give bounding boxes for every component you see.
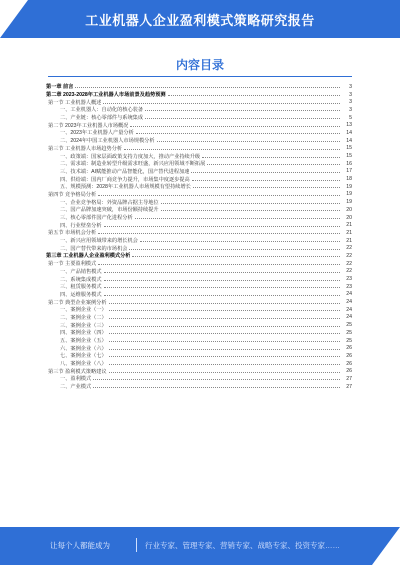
toc-entry[interactable] [46, 283, 352, 291]
toc-entry-text: 六、案例企业（六） [60, 345, 107, 352]
toc-entry-page: 26 [346, 368, 352, 375]
toc-entry-text: 四、供给端：国内厂商竞争力提升，市场集中度逐步提高 [60, 176, 190, 183]
toc-leader-dots [104, 272, 340, 273]
toc-entry[interactable] [46, 129, 352, 137]
toc-entry-text: 七、案例企业（七） [60, 353, 107, 360]
toc-leader-dots [109, 364, 340, 365]
toc-entry-page: 5 [349, 114, 352, 121]
toc-leader-dots [104, 295, 340, 296]
toc-entry-text: 二、系统集成模式 [60, 276, 102, 283]
toc-leader-dots [145, 110, 340, 111]
toc-entry-page: 23 [346, 276, 352, 283]
toc-entry-text: 三、案例企业（三） [60, 322, 107, 329]
toc-leader-dots [145, 118, 340, 119]
toc-entry-page: 3 [349, 99, 352, 106]
toc-entry[interactable] [46, 152, 352, 160]
toc-entry-text: 第二节 2023年工业机器人市场概况 [48, 122, 129, 129]
toc-entry-page: 21 [346, 229, 352, 236]
toc-entry-page: 21 [346, 222, 352, 229]
toc-entry[interactable] [46, 191, 352, 199]
toc-entry-page: 14 [346, 137, 352, 144]
toc-entry[interactable] [46, 198, 352, 206]
toc-leader-dots [129, 249, 340, 250]
toc-leader-dots [109, 318, 340, 319]
toc-leader-dots [93, 387, 340, 388]
toc-entry-text: 一、产品销售模式 [60, 268, 102, 275]
footer-corner-decoration [372, 527, 400, 565]
toc-entry-page: 22 [346, 260, 352, 267]
toc-entry-page: 25 [346, 329, 352, 336]
toc-entry[interactable] [46, 237, 352, 245]
toc-entry-page: 22 [346, 268, 352, 275]
toc-entry[interactable] [46, 168, 352, 176]
toc-leader-dots [207, 164, 340, 165]
toc-entry-page: 22 [346, 245, 352, 252]
toc-entry-text: 第一章 前言 [46, 84, 74, 91]
toc-entry-page: 21 [346, 237, 352, 244]
toc-entry-text: 二、国产替代带来的市场机会 [60, 245, 128, 252]
toc-entry[interactable] [46, 337, 352, 345]
footer-slogan-right: 行业专家、管理专家、营销专家、战略专家、投资专家…… [145, 541, 340, 550]
toc-entry-text: 二、产业模式 [60, 384, 92, 391]
toc-entry-text: 三、租赁服务模式 [60, 284, 102, 291]
toc-entry[interactable] [46, 145, 352, 153]
toc-entry-text: 二、国产品牌加速突破，市场份额持续提升 [60, 207, 159, 214]
toc-heading-divider [48, 76, 352, 77]
toc-entry-text: 第二节 典型企业案例分析 [48, 299, 107, 306]
toc-entry-page: 27 [346, 375, 352, 382]
toc-entry-page: 19 [346, 199, 352, 206]
toc-leader-dots [193, 187, 340, 188]
toc-entry-page: 18 [346, 176, 352, 183]
toc-entry[interactable] [46, 229, 352, 237]
page-header [0, 0, 400, 38]
toc-entry-page: 15 [346, 145, 352, 152]
toc-entry[interactable] [46, 98, 352, 106]
toc-entry-page: 3 [349, 83, 352, 90]
toc-leader-dots [168, 95, 340, 96]
toc-leader-dots [130, 126, 340, 127]
toc-entry-page: 24 [346, 306, 352, 313]
toc-entry-page: 26 [346, 352, 352, 359]
toc-entry[interactable] [46, 260, 352, 268]
toc-entry[interactable] [46, 321, 352, 329]
toc-heading: 内容目录 [175, 58, 224, 72]
toc-entry-text: 五、案例企业（五） [60, 338, 107, 345]
toc-entry[interactable] [46, 121, 352, 129]
toc-entry[interactable] [46, 160, 352, 168]
toc-entry-text: 第三节 工业机器人市场趋势分析 [48, 145, 123, 152]
toc-entry[interactable] [46, 175, 352, 183]
toc-leader-dots [104, 280, 340, 281]
toc-entry[interactable] [46, 298, 352, 306]
toc-entry[interactable] [46, 352, 352, 360]
toc-leader-dots [109, 341, 340, 342]
toc-leader-dots [109, 372, 340, 373]
toc-entry-text: 五、规模预测：2028年工业机器人市场规模有望持续增长 [60, 184, 191, 191]
toc-entry[interactable] [46, 306, 352, 314]
toc-entry-text: 第五节 市场机会分析 [48, 230, 97, 237]
toc-entry-page: 17 [346, 168, 352, 175]
toc-leader-dots [192, 180, 340, 181]
toc-entry[interactable] [46, 206, 352, 214]
toc-leader-dots [161, 203, 340, 204]
toc-entry-page: 23 [346, 283, 352, 290]
toc-leader-dots [157, 141, 340, 142]
toc-entry[interactable] [46, 137, 352, 145]
toc-leader-dots [109, 349, 340, 350]
toc-leader-dots [103, 103, 340, 104]
toc-leader-dots [135, 218, 340, 219]
table-of-contents [46, 83, 352, 391]
toc-entry-page: 16 [346, 160, 352, 167]
toc-entry-text: 四、行业壁垒分析 [60, 222, 102, 229]
toc-entry[interactable] [46, 268, 352, 276]
toc-entry-page: 25 [346, 322, 352, 329]
toc-entry-text: 第二章 2023-2028年工业机器人市场前景及趋势预测 [46, 92, 166, 99]
toc-leader-dots [136, 133, 340, 134]
toc-entry-text: 一、2023年工业机器人产量分析 [60, 130, 134, 137]
toc-entry-page: 26 [346, 345, 352, 352]
toc-entry-text: 二、需求端：制造业转型升级需求旺盛，新兴应用领域不断拓展 [60, 161, 206, 168]
toc-leader-dots [98, 233, 340, 234]
toc-entry[interactable] [46, 375, 352, 383]
toc-entry[interactable] [46, 329, 352, 337]
toc-entry-page: 3 [349, 106, 352, 113]
toc-entry[interactable] [46, 314, 352, 322]
toc-leader-dots [191, 172, 340, 173]
toc-entry-page: 20 [346, 214, 352, 221]
toc-entry-page: 13 [346, 122, 352, 129]
toc-entry-page: 14 [346, 129, 352, 136]
toc-leader-dots [109, 326, 340, 327]
toc-entry-page: 20 [346, 206, 352, 213]
toc-entry[interactable] [46, 244, 352, 252]
toc-entry-text: 二、案例企业（二） [60, 314, 107, 321]
toc-entry-text: 四、运维服务模式 [60, 291, 102, 298]
toc-entry-text: 四、案例企业（四） [60, 330, 107, 337]
toc-entry[interactable] [46, 275, 352, 283]
toc-leader-dots [124, 149, 340, 150]
toc-leader-dots [109, 303, 340, 304]
toc-entry-text: 第一节 工业机器人概述 [48, 99, 102, 106]
toc-entry[interactable] [46, 214, 352, 222]
toc-entry[interactable] [46, 91, 352, 99]
toc-entry-text: 第四节 竞争格局分析 [48, 191, 97, 198]
toc-entry[interactable] [46, 383, 352, 391]
toc-entry-text: 一、盈利模式 [60, 376, 92, 383]
toc-leader-dots [132, 256, 340, 257]
toc-entry-text: 一、新兴应用领域带来的增长机会 [60, 238, 138, 245]
toc-entry-text: 第三节 盈利模式策略建议 [48, 368, 107, 375]
toc-leader-dots [109, 310, 340, 311]
toc-leader-dots [75, 87, 340, 88]
toc-entry-text: 一、政策端：国家层面政策支持力度加大，推动产业持续升级 [60, 153, 201, 160]
toc-entry[interactable] [46, 83, 352, 91]
toc-entry-page: 3 [349, 91, 352, 98]
report-title: 工业机器人企业盈利模式策略研究报告 [85, 13, 315, 28]
toc-entry-text: 一、案例企业（一） [60, 307, 107, 314]
toc-entry-page: 24 [346, 314, 352, 321]
toc-entry[interactable] [46, 106, 352, 114]
toc-entry[interactable] [46, 344, 352, 352]
toc-entry[interactable] [46, 221, 352, 229]
toc-entry-text: 二、产业链：核心零部件与系统集成 [60, 115, 144, 122]
toc-leader-dots [104, 287, 340, 288]
toc-leader-dots [109, 333, 340, 334]
toc-leader-dots [109, 356, 340, 357]
toc-entry-text: 三、技术端：AI赋能推动产品智能化，国产替代进程加速 [60, 168, 190, 175]
toc-entry-page: 26 [346, 360, 352, 367]
toc-entry-text: 二、2024年中国工业机器人市场规模分析 [60, 138, 155, 145]
toc-leader-dots [98, 195, 340, 196]
toc-leader-dots [93, 379, 340, 380]
page-footer [0, 527, 400, 565]
toc-entry-page: 27 [346, 383, 352, 390]
toc-entry[interactable] [46, 183, 352, 191]
toc-leader-dots [161, 210, 340, 211]
toc-entry-text: 八、案例企业（八） [60, 361, 107, 368]
toc-entry-text: 第一节 主要盈利模式 [48, 261, 97, 268]
toc-entry-text: 一、企业竞争格局：外资品牌占据主导地位 [60, 199, 159, 206]
toc-entry[interactable] [46, 114, 352, 122]
toc-leader-dots [140, 241, 340, 242]
toc-entry-text: 三、核心零部件国产化进程分析 [60, 215, 133, 222]
toc-entry[interactable] [46, 291, 352, 299]
toc-entry-page: 19 [346, 191, 352, 198]
toc-leader-dots [104, 226, 340, 227]
toc-entry-text: 一、工业机器人：自动化的核心装备 [60, 107, 144, 114]
toc-entry[interactable] [46, 367, 352, 375]
toc-entry-page: 15 [346, 153, 352, 160]
footer-slogan-left: 让每个人都能成为 [50, 541, 110, 550]
toc-entry[interactable] [46, 360, 352, 368]
toc-leader-dots [202, 157, 340, 158]
toc-entry[interactable] [46, 252, 352, 260]
toc-leader-dots [98, 264, 340, 265]
toc-entry-page: 24 [346, 291, 352, 298]
toc-entry-page: 19 [346, 183, 352, 190]
toc-entry-page: 25 [346, 337, 352, 344]
toc-entry-page: 24 [346, 299, 352, 306]
toc-entry-text: 第三章 工业机器人企业盈利模式分析 [46, 253, 131, 260]
footer-divider [136, 538, 137, 552]
toc-entry-page: 22 [346, 252, 352, 259]
